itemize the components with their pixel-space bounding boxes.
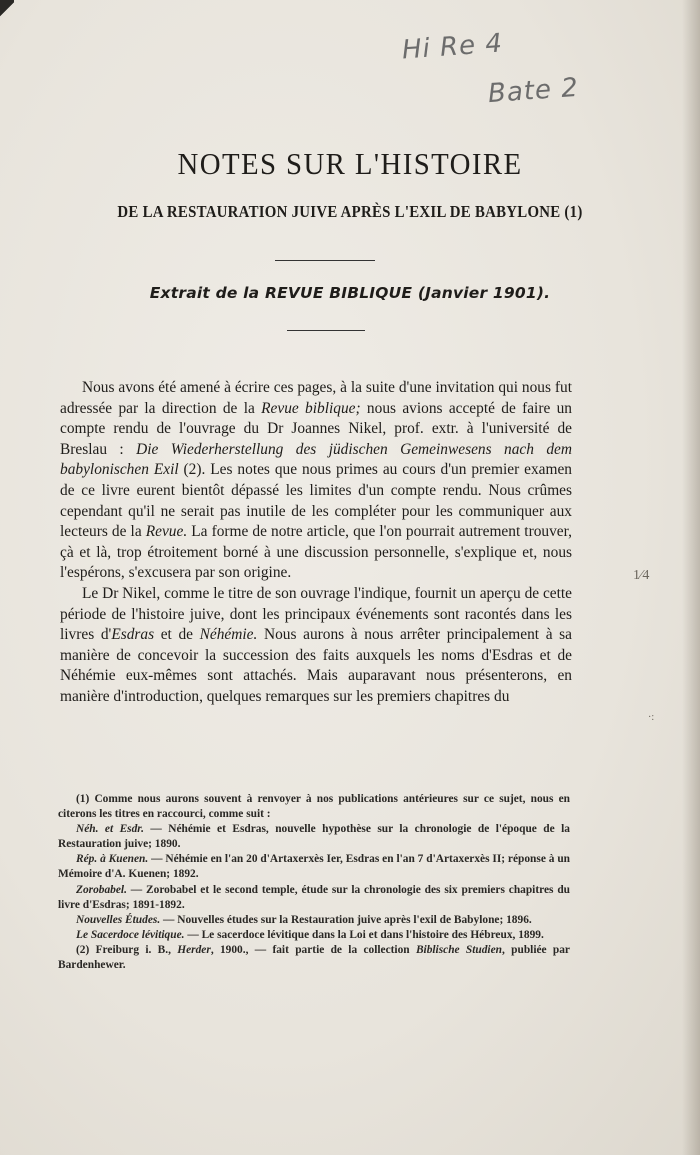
page-title: NOTES SUR L'HISTOIRE [177,146,523,181]
footnote-2 [58,943,570,973]
p1-italic-revue: Revue biblique; [261,399,361,417]
p1-italic-revue-2: Revue. [145,523,188,541]
footnote-zorobabel [58,883,570,913]
footnote-1: (1) Comme nous aurons souvent à renvoyer à nos publications antérieures sur ce sujet, nous en citerons les titres en raccourci, comme suit : [58,793,570,821]
fn-abbrev: Le Sacerdoce lévitique. [76,928,185,941]
p1-text-1: Nous avons été amené à écrire ces pages, à la suite d'une invitation qui nous fut adressée par la direction de la [60,379,572,417]
fn-abbrev: Néh. et Esdr. [76,823,144,836]
page-edge-shadow [682,0,700,1155]
fn-text: (2) Freiburg i. B., [76,943,178,956]
fn-desc: — Nouvelles études sur la Restauration juive après l'exil de Babylone; 1896. [160,913,532,926]
p1-italic-book-title: Die Wiederherstellung des jüdischen Gemeinwesens nach dem babylonischen Exil [60,440,572,479]
p1-text-3: (2). Les notes que nous primes au cours d'un premier examen de ce livre eurent bientôt dépassé les limites d'un compte rendu. Nous crûmes cependant qu'il ne serait pas inutile de les compléter pour les communiquer aux lecteurs de la [60,461,572,541]
page-subtitle: DE LA RESTAURATION JUIVE APRÈS L'EXIL DE BABYLONE (1) [117,202,583,221]
margin-mark-2: ·: [648,712,655,723]
fn-text: , publiée par Bardenhewer. [58,943,570,972]
footnote-nouvelles-etudes [58,913,570,928]
fn-desc: — Néhémie en l'an 20 d'Artaxerxès Ier, Esdras en l'an 7 d'Artaxerxès II; réponse à un Mémoire d'A. Kuenen; 1892. [58,853,571,881]
footnote-rep-kuenen [58,852,570,882]
fn-text: , 1900., — fait partie de la collection [210,943,416,956]
handwritten-annotation-1: Hi Re 4 [401,28,504,66]
divider-top [275,260,375,261]
corner-mark [0,0,14,22]
p1-text-4: La forme de notre article, que l'on pourrait autrement trouver, çà et là, trop étroitement borné à une discussion personnelle, s'explique et, nous l'espérons, s'excusera par son origine. [60,523,572,582]
footnote-neh-esdr [58,822,570,852]
body-text [60,378,572,708]
extract-line: Extrait de la REVUE BIBLIQUE (Janvier 1901). [149,284,551,302]
fn-italic-collection: Biblische Studien [415,943,502,956]
handwritten-annotation-2: Bate 2 [487,72,580,110]
fn-italic-herder: Herder [177,943,211,956]
paragraph-1 [60,378,572,584]
footnotes [58,792,570,973]
fn-desc: — Néhémie et Esdras, nouvelle hypothèse sur la chronologie de l'époque de la Restauration juive; 1890. [58,823,570,851]
p2-text-3: Nous aurons à nous arrêter principalement à sa manière de concevoir la succession des faits auxquels les noms d'Esdras et de Néhémie eux-mêmes sont attachés. Mais auparavant nous présenterons, en manière d'introduction, quelques remarques sur les premiers chapitres du [60,626,572,705]
fn-abbrev: Zorobabel. [76,883,127,896]
divider-bottom [287,330,365,331]
p2-italic-esdras: Esdras [111,626,155,644]
margin-mark-1: 1⁄4 [633,568,650,583]
p2-text-1: Le Dr Nikel, comme le titre de son ouvrage l'indique, fournit un aperçu de cette période de l'histoire juive, dont les principaux événements sont racontés dans les livres d' [60,584,572,644]
fn-desc: — Zorobabel et le second temple, étude sur la chronologie des six premiers chapitres du livre d'Esdras; 1891-1892. [58,883,570,911]
fn-desc: — Le sacerdoce lévitique dans la Loi et dans l'histoire des Hébreux, 1899. [184,928,544,941]
paragraph-2 [60,584,572,708]
p2-italic-nehemie: Néhémie. [199,626,258,644]
p2-text-2: et de [154,626,200,644]
p1-text-2: nous avions accepté de faire un compte rendu de l'ouvrage du Dr Joannes Nikel, prof. extr. à l'université de Breslau : [60,399,572,458]
fn-abbrev: Nouvelles Études. [76,913,161,926]
footnote-sacerdoce [58,928,570,943]
fn-abbrev: Rép. à Kuenen. [76,853,149,866]
